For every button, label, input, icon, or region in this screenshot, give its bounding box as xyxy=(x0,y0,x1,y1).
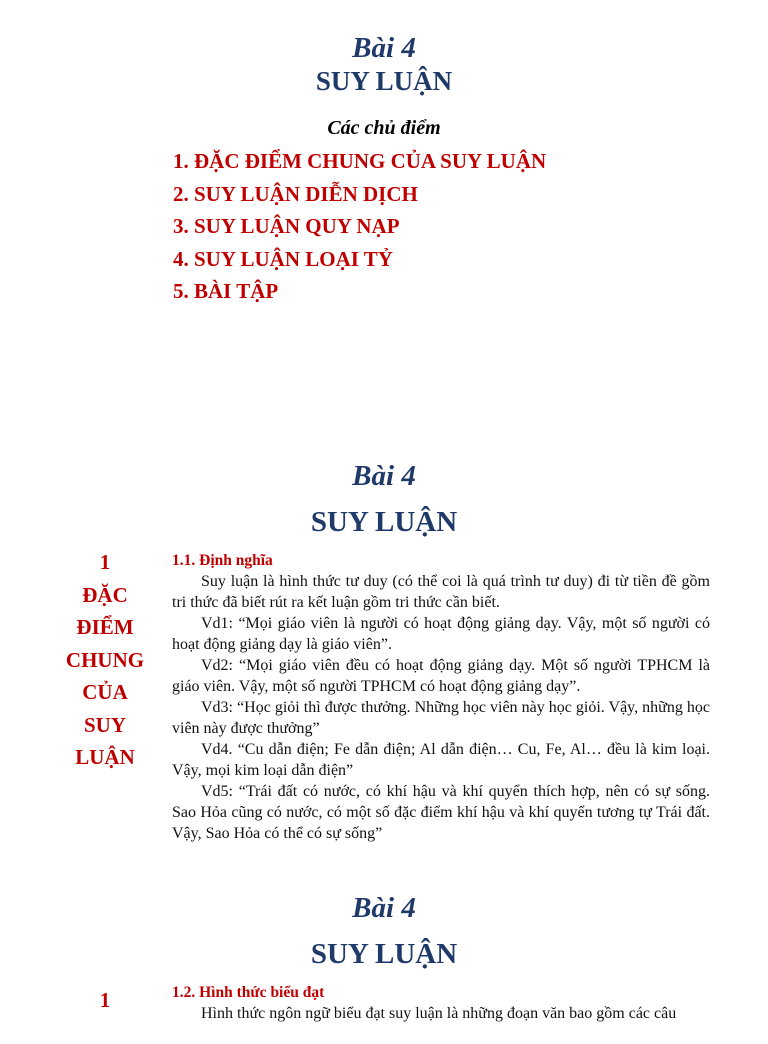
topic-item: 2. SUY LUẬN DIỄN DỊCH xyxy=(173,181,418,206)
slide-overview xyxy=(0,0,768,430)
section-sidebar xyxy=(55,984,155,1017)
sidebar-word: CỦA xyxy=(82,680,128,704)
paragraph: Vd3: “Học giỏi thì được thưởng. Những học viên này học giỏi. Vậy, những học viên này được thưởng” xyxy=(172,699,710,737)
paragraph: Vd2: “Mọi giáo viên đều có hoạt động giảng dạy. Một số người TPHCM là giáo viên. Vậy, một số người TPHCM có hoạt động giảng dạy”. xyxy=(172,657,710,695)
paragraph: Hình thức ngôn ngữ biểu đạt suy luận là những đoạn văn bao gồm các câu xyxy=(201,1005,677,1022)
section-content xyxy=(172,982,710,1024)
topic-item: 1. ĐẶC ĐIỂM CHUNG CỦA SUY LUẬN xyxy=(173,149,547,173)
sidebar-word: ĐẶC xyxy=(82,582,128,607)
section-heading: 1.1. Định nghĩa xyxy=(172,552,273,569)
section-content xyxy=(172,550,710,844)
paragraph: Vd1: “Mọi giáo viên là người có hoạt động giảng dạy. Vậy, một số người có hoạt động giảng dạy là giáo viên”. xyxy=(172,615,710,653)
lesson-title: SUY LUẬN xyxy=(315,66,453,96)
lesson-number: Bài 4 xyxy=(352,892,416,924)
lesson-title: SUY LUẬN xyxy=(310,938,458,970)
sidebar-word: LUẬN xyxy=(75,745,135,769)
sidebar-word: 1 xyxy=(99,988,111,1012)
paragraph: Suy luận là hình thức tư duy (có thể coi là quá trình tư duy) đi từ tiền đề gồm tri thức đã biết rút ra kết luận gồm tri thức cần biết. xyxy=(172,573,710,611)
slide-definition xyxy=(0,440,768,870)
paragraph: Vd4. “Cu dẫn điện; Fe dẫn điện; Al dẫn điện… Cu, Fe, Al… đều là kim loại. Vậy, mọi kim loại dẫn điện” xyxy=(172,741,710,779)
topics-subtitle: Các chủ điểm xyxy=(327,117,441,139)
sidebar-word: ĐIỂM xyxy=(76,615,134,639)
topic-item: 3. SUY LUẬN QUY NẠP xyxy=(173,214,400,238)
sidebar-word: SUY xyxy=(83,712,126,737)
slide-expression xyxy=(0,884,768,1044)
sidebar-word: CHUNG xyxy=(65,647,145,672)
lesson-number: Bài 4 xyxy=(352,32,416,64)
lesson-number: Bài 4 xyxy=(352,460,416,492)
paragraph: Vd5: “Trái đất có nước, có khí hậu và khí quyển thích hợp, nên có sự sống. Sao Hỏa cũng có nước, có một số đặc điểm khí hậu và khí quyển tương tự Trái đất. Vậy, Sao Hỏa có thể có sự sống” xyxy=(172,783,710,842)
section-sidebar xyxy=(55,546,155,774)
lesson-title: SUY LUẬN xyxy=(310,506,458,538)
section-heading: 1.2. Hình thức biểu đạt xyxy=(172,984,325,1001)
topic-list xyxy=(173,148,546,311)
topic-item: 5. BÀI TẬP xyxy=(173,279,279,303)
sidebar-word: 1 xyxy=(99,550,111,574)
topic-item: 4. SUY LUẬN LOẠI TỶ xyxy=(173,246,393,271)
